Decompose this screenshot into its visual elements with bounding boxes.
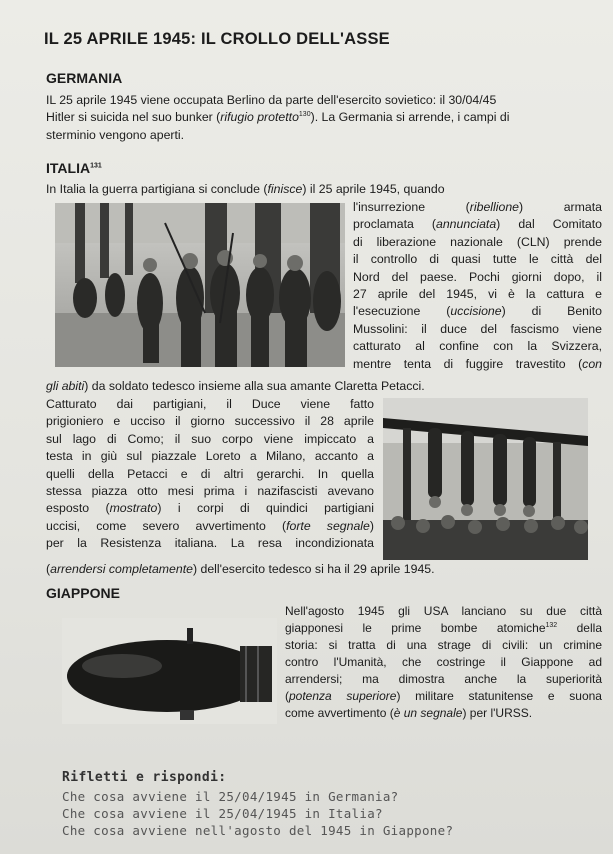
italia-left-column: Catturato dai partigiani, il Duce viene fatto prigioniero e ucciso il giorno successivo il 28 aprile sul lago di Como; il suo corpo viene impiccato a testa in giù sul piazzale Loreto a Milano, accanto a quelli della Petacci e di altri gerarchi. In quella stessa piazza otto mesi prima i nazifascisti avevano esposto (mostrato) i corpi di quindici partigiani uccisi, come severo avvertimento (forte segnale) per la Resistenza italiana. La resa incondizionata (46, 397, 374, 551)
partisans-photo-image (55, 203, 345, 367)
italia-full-line: gli abiti) da soldato tedesco insieme alla sua amante Claretta Petacci. (46, 379, 425, 393)
heading-giappone: GIAPPONE (46, 585, 120, 601)
question-2: Che cosa avviene il 25/04/1945 in Italia? (62, 806, 383, 821)
giappone-paragraph: Nell'agosto 1945 gli USA lanciano su due città giapponesi le prime bombe atomiche$^{132}$ della storia: si tratta di una strage di civili: un crimine contro l'Umanità, che costringe il Giappone ad arrendersi; ma dimostra anche la superiorità (potenza superiore) militare statunitense e suona come avvertimento (è un segnale) per l'URSS. (285, 604, 602, 720)
heading-italia: ITALIA$^{131}$ (46, 160, 102, 176)
question-3: Che cosa avviene nell'agosto del 1945 in Giappone? (62, 823, 454, 838)
germania-paragraph: IL 25 aprile 1945 viene occupata Berlino da parte dell'esercito sovietico: il 30/04/45 Hitler si suicida nel suo bunker (rifugio protetto$^{130}$). La Germania si arrende, i campi di sterminio vengono aperti. (46, 93, 510, 142)
italia-first-line: In Italia la guerra partigiana si conclude (finisce) il 25 aprile 1945, quando (46, 182, 445, 196)
page-title: IL 25 APRILE 1945: IL CROLLO DELL'ASSE (44, 30, 390, 48)
italia-last-line: (arrendersi completamente) dell'esercito tedesco si ha il 29 aprile 1945. (46, 562, 435, 576)
questions-heading: Rifletti e rispondi: (62, 770, 227, 785)
italia-right-column: l'insurrezione (ribellione) armata proclamata (annunciata) dal Comitato di liberazione nazionale (CLN) prende il controllo di quasi tutte le città del Nord del paese. Pochi giorni dopo, il 27 aprile del 1945, vi è la cattura e l'esecuzione (uccisione) di Benito Mussolini: il duce del fascismo viene catturato al confine con la Svizzera, mentre tenta di fuggire travestito (con (353, 200, 603, 371)
atomic-bomb-photo (62, 618, 277, 724)
partisans-photo (55, 203, 345, 367)
heading-germania: GERMANIA (46, 70, 123, 86)
question-1: Che cosa avviene il 25/04/1945 in Germania? (62, 789, 399, 804)
piazzale-loreto-photo (383, 398, 588, 560)
piazzale-loreto-image (383, 398, 588, 560)
atomic-bomb-image (62, 618, 277, 724)
